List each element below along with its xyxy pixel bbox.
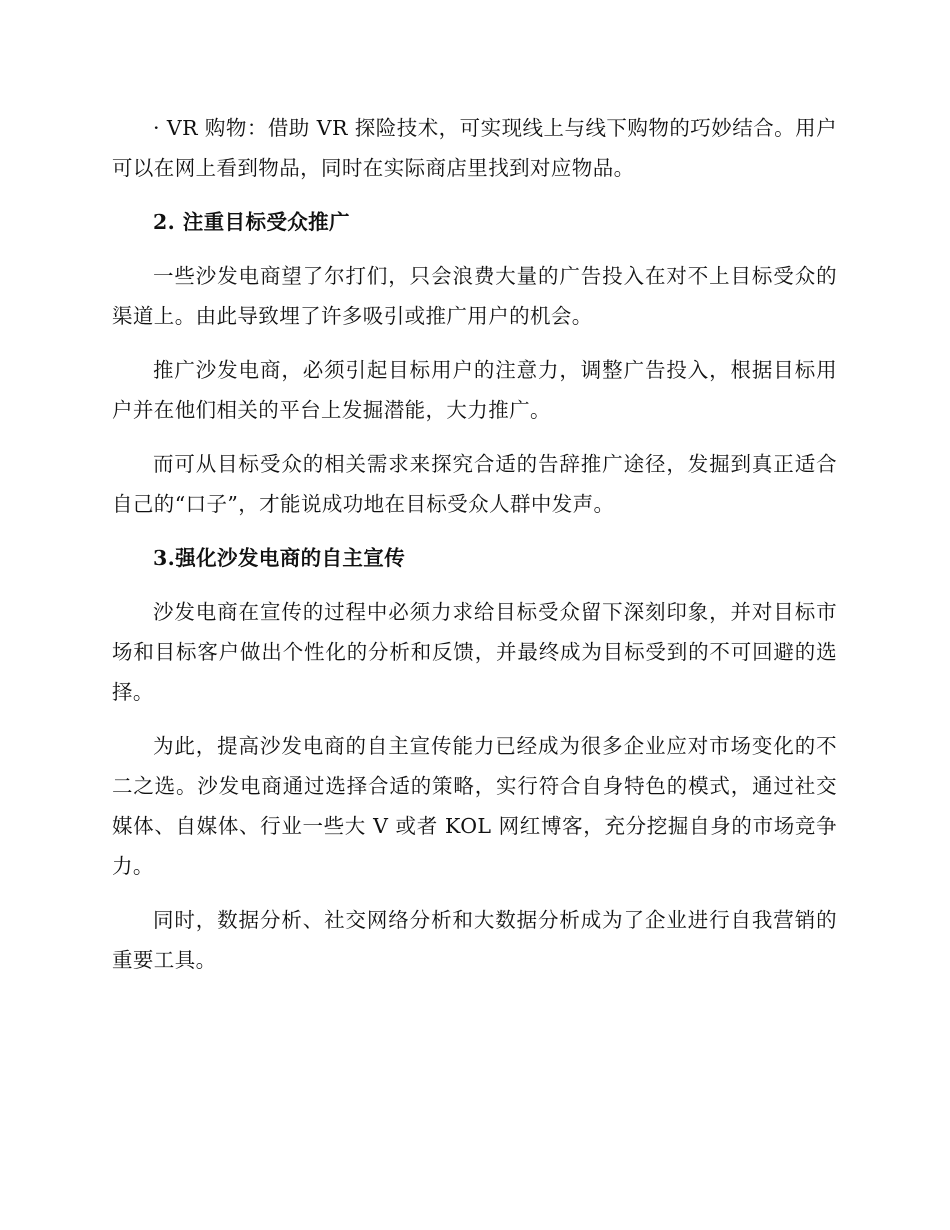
paragraph-promotion: 推广沙发电商，必须引起目标用户的注意力，调整广告投入，根据目标用户并在他们相关的平台上发掘潜能，大力推广。: [112, 358, 837, 422]
paragraph-ad-waste: 一些沙发电商望了尔打们，只会浪费大量的广告投入在对不上目标受众的渠道上。由此导致埋了许多吸引或推广用户的机会。: [112, 264, 837, 328]
document-body: [112, 108, 837, 994]
paragraph-impression: 沙发电商在宣传的过程中必须力求给目标受众留下深刻印象，并对目标市场和目标客户做出个性化的分析和反馈，并最终成为目标受到的不可回避的选择。: [112, 600, 837, 704]
paragraph-vr-shopping: · VR 购物：借助 VR 探险技术，可实现线上与线下购物的巧妙结合。用户可以在网上看到物品，同时在实际商店里找到对应物品。: [112, 116, 837, 180]
paragraph-self-promotion: 为此，提高沙发电商的自主宣传能力已经成为很多企业应对市场变化的不二之选。沙发电商通过选择合适的策略，实行符合自身特色的模式，通过社交媒体、自媒体、行业一些大 V 或者 KOL 网红博客，充分挖掘自身的市场竞争力。: [112, 734, 837, 878]
section-heading-3: 3.强化沙发电商的自主宣传: [153, 546, 406, 570]
paragraph-data-analysis: 同时，数据分析、社交网络分析和大数据分析成为了企业进行自我营销的重要工具。: [112, 908, 837, 972]
section-heading-2: 2. 注重目标受众推广: [153, 210, 350, 234]
paragraph-audience-needs: 而可从目标受众的相关需求来探究合适的告辞推广途径，发掘到真正适合自己的“口子”，才能说成功地在目标受众人群中发声。: [112, 452, 837, 516]
